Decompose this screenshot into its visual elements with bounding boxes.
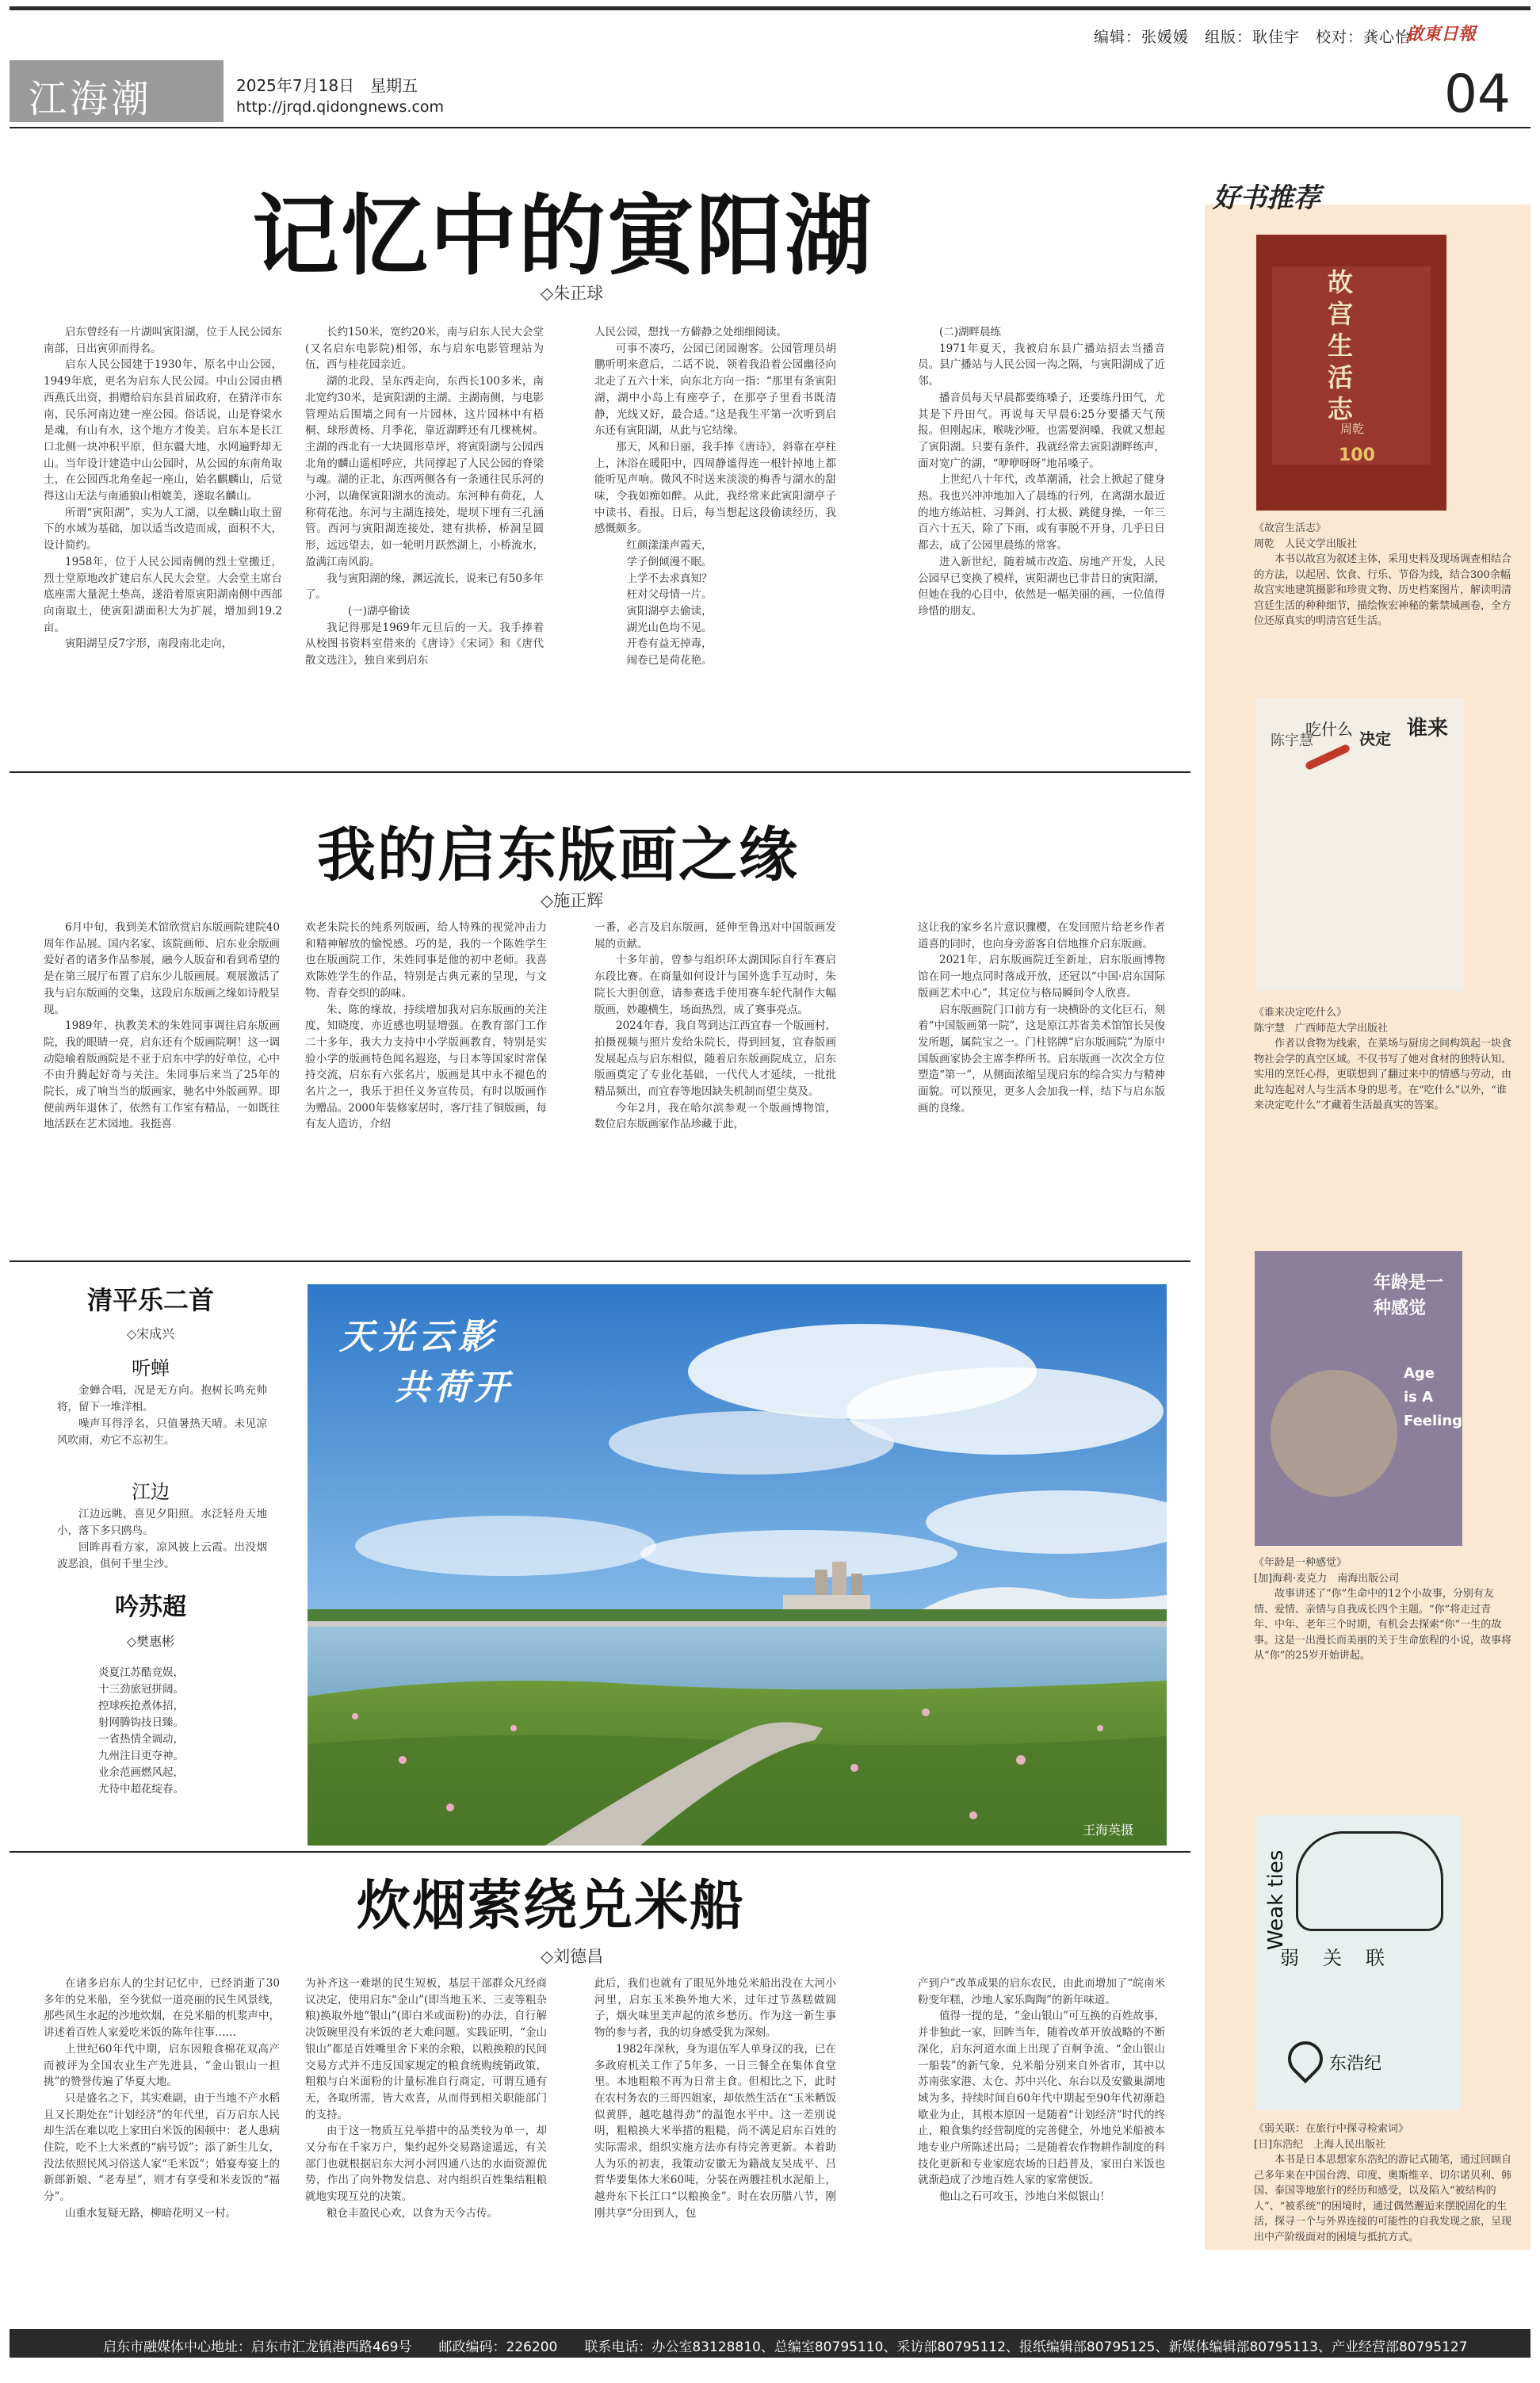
book1-cover-title: 故宫生活志	[1328, 267, 1354, 424]
page-number: 04	[1444, 63, 1511, 124]
book2-caption: 《谁来决定吃什么》 陈宇慧 广西师范大学出版社 作者以食物为线索，在菜场与厨房之间构筑起一块食物社会学的真空区域。不仅书写了她对食材的独特认知、实用的烹饪心得，更联想到了翻过来中的情感与劳动，由此勾连起对人与生活本身的思考。在“吃什么”以外，“谁来决定吃什么”才藏着生活最真实的答案。	[1254, 1007, 1512, 1111]
issue-date: 2025年7月18日 星期五	[236, 76, 418, 95]
poem2-author: ◇樊惠彬	[126, 1634, 175, 1649]
book2-cover-author: 陈宇慧	[1271, 732, 1313, 749]
top-rule	[10, 6, 1530, 10]
book2-cover-title-b: 决定	[1359, 729, 1391, 748]
book4-cover-cn: 弱关联	[1280, 1947, 1408, 1969]
poem1-sub2-text: 江边远眺，喜见夕阳照。水泛轻舟天地小，落下多只鸥鸟。 回眸再看方家，凉风披上云霞。出没烟波恶浪，俱何千里尘沙。	[57, 1508, 267, 1570]
book4-cover-author: 东浩纪	[1329, 2054, 1382, 2074]
book2-cover	[1256, 698, 1464, 991]
article2-col4: 这让我的家乡名片意识骤樱，在发回照片给老乡作者道喜的同时，也向身旁游客自信地推介启东版画。 2021年，启东版画院迁至新址，启东版画博物馆在同一地点同时落成开放，还冠以“中国·启东国际版画艺术中心”，其定位与格局瞬间令人欣喜。 启东版画院门口前方有一块横卧的文化巨石，刻着“中国版画第一院”，这是原江苏省美术馆馆长吴俊发所题，属院宝之一。门柱铭牌“启东版画院”为原中国版画家协会主席李桦所书。启东版画一次次全方位塑造“第一”，从侧面浓缩呈现启东的综合实力与精神面貌。可以预见，更多人会加我一样，结下与启东版画的良缘。	[918, 921, 1165, 1115]
book1-caption: 《故宫生活志》 周乾 人民文学出版社 本书以故宫为叙述主体，采用史料及现场调查相结合的方法，以起居、饮食、行乐、节俗为线，结合300余幅故宫实地建筑摄影和珍贵文物、历史档案图片，解读明清宫廷生活的种种细节，描绘恢宏神秘的紫禁城画卷，全方位还原真实的明清宫廷生活。	[1254, 522, 1512, 627]
poem1-author: ◇宋成兴	[126, 1326, 175, 1341]
poem1-title: 清平乐二首	[86, 1285, 214, 1315]
poem1-sub2: 江边	[132, 1481, 170, 1503]
article2-bottom-rule	[10, 1260, 1190, 1262]
photo-caption-line1: 天光云影	[339, 1317, 498, 1357]
sidebar-heading: 好书推荐	[1213, 182, 1320, 214]
photo-credit: 王海英摄	[1083, 1823, 1134, 1838]
book2-cover-title-a: 谁来	[1407, 717, 1449, 740]
article2-col2: 欢老朱院长的纯系列版画，给人特殊的视觉冲击力和精神解放的愉悦感。巧的是，我的一个陈姓学生也在版画院工作，朱姓同事是他的初中老师。我喜欢陈姓学生的作品，特别是古典元素的呈现，与文物、青春交织的韵味。 朱、陈的缘故，持续增加我对启东版画的关注度，知晓度，亦近感也明显增强。在教育部门工作二十多年，我大力支持中小学版画教育，特别是实验小学的版画特色闻名遐迩，与日本等国家时常保持交流，启东有六张名片，版画是其中永不褪色的名片之一，我乐于担任义务宣传员，有时以版画作为赠品。2000年装修家居时，客厅挂了铜版画，每有友人造访，介绍	[305, 921, 547, 1131]
site-url: http://jrqd.qidongnews.com	[236, 98, 445, 116]
masthead-logo: 啟東日報	[1406, 24, 1477, 44]
book2-cover-title-c: 吃什么	[1305, 720, 1353, 739]
header-rule	[10, 127, 1530, 128]
article1-bottom-rule	[10, 771, 1190, 773]
poem1-sub1-text: 金蝉合唱，况是无方向。抱树长鸣充帅将，留下一堆洋相。 噪声耳得浮名，只值暑热天晴。未见凉风吹雨，劝它不忘初生。	[57, 1384, 267, 1447]
article3-col2: 为补齐这一难堪的民生短板，基层干部群众凡经商议决定，使用启东“金山”(即当地玉米、三麦等粗杂粮)换取外地“银山”(即白米或面粉)的办法，自行解决饭碗里没有米饭的老大难问题。实践证明，“金山银山”都是百姓嘴里舍下来的余粮，以粮换粮的民间交易方式并不违反国家规定的粮食统购统销政策，粗粮与白米面粉的计量标准自行商定，可谓互通有无，各取所需，皆大欢喜，从而得到相关职能部门的支持。 由于这一物质互兑举措中的品类较为单一，却又分布在千家万户，集约起外交易路途遥远，有关部门也就根据启东大河小河四通八达的水面资源优势，作出了向外物发信息、对内组织百姓集结粗粮就地实现互兑的决策。 粮仓丰盈民心欢，以食为天今古传。	[305, 1977, 547, 2220]
article1-col3: 人民公园，想找一方僻静之处细细阅读。 可事不凑巧，公园已闭园谢客。公园管理员胡鹏听明来意后，二话不说，领着我沿着公园幽径向北走了五六十米，向东北方向一指：“那里有条寅阳湖，湖中小岛上有座亭子，在那亭子里看书既清静，光线又好，最合适。”这是我生平第一次听到启东还有寅阳湖，从此与它结缘。 那天，风和日丽，我手捧《唐诗》，斜靠在亭柱上，沐浴在暖阳中，四周静谧得连一根针掉地上都能听见声响。微风不时送来淡淡的梅香与湖水的甜味，令我如痴如醉。从此，我经常来此寅阳湖亭子中读书、看报。日后，每当想起这段偷读经历，我感慨颇多。 红颜漾漾声霞天， 学子倒倾漫不眠。 上学不去求真知？ 枉对父母情一片。 寅阳湖亭去偷读， 湖光山色均不见。 开卷有益无掉毒， 闹卷已是荷花艳。	[594, 326, 836, 667]
article3-col3: 此后，我们也就有了眼见外地兑米船出没在大河小河里，启东玉米换外地大米，过年过节蒸糕做圆子，烟火味里美声起的浓乡愁历。作为这一新生事物的参与者，我的切身感受犹为深刻。 1982年深秋，身为退伍军人单身汉的我，已在多政府机关工作了5年多，一日三餐全在集体食堂里。本地粗粮不再为日常主食。但相比之下，此时在农村务农的三哥四姐家，却依然生活在“玉米粞饭似黄胖，越吃越得劲”的温饱水平中。这一差别说明，粗粮换大米举措的粗糙，尚不满足启东百姓的实际需求，组织实施方法亦有待完善更新。本着助人为乐的初衷，我策动安徽无为籍战友吴成平、吕哲华要集体大米60吨，分装在两艘挂机水泥船上，越舟东下长江口“以粮换金”。时在农历腊八节，刚刚共享“分田到人，包	[594, 1977, 836, 2220]
book3-caption: 《年龄是一种感觉》 [加]海莉·麦克力 南海出版公司 故事讲述了“你”生命中的12个小故事，分别有友情、爱情、亲情与自我成长四个主题。“你”将走过青年、中年、老年三个时期，有机会去探索“你”一生的故事。这是一出漫长而美丽的关于生命旅程的小说，故事将从“你”的25岁开始讲起。	[1254, 1557, 1512, 1662]
poem1-sub1: 听蝉	[132, 1357, 170, 1379]
section-title: 江海潮	[29, 77, 153, 121]
book4-cover	[1256, 1815, 1461, 2110]
article1-author: ◇朱正球	[541, 284, 604, 303]
lotus-lake-photo	[308, 1284, 1167, 1846]
article1-col1: 启东曾经有一片湖叫寅阳湖，位于人民公园东南部，日出寅卯而得名。 启东人民公园建于1930年，原名中山公园，1949年底，更名为启东人民公园。中山公园由栖西燕氏出资，捐赠给启东县首届政府，在猜洋市东南，民乐河南边建一座公园。俗话说，山是脊梁水是魂，有山有水，这个地方才俊美。启东本是长江口北侧一块冲积平原，但东疆大地，水网遍野却无山。当年设计建造中山公园时，从公园的东南角取土，在公园西北角垒起一座山，始名麒麟山，后觉得这山无法与南通狼山相媲美，遂取名麟山。 所谓“寅阳湖”，实为人工湖，以垒麟山取土留下的水域为基础，加以适当改造而成，面积不大，设计简约。 1958年，位于人民公园南侧的烈士堂搬迁，烈士堂原地改扩建启东人民大会堂。大会堂主席台底座需大量泥土垫高，遂沿着原寅阳湖南侧中西部向南取土，使寅阳湖面积大为扩展，增加到19.2亩。 寅阳湖呈反7字形，南段南北走向，	[44, 326, 282, 651]
book3-cover-title: 年龄是一种感觉	[1374, 1272, 1444, 1318]
photo-caption-line2: 共荷开	[395, 1367, 514, 1408]
article3-author: ◇刘德昌	[541, 1947, 604, 1966]
article3-top-rule	[10, 1851, 1190, 1853]
article2-author: ◇施正辉	[541, 891, 604, 910]
footer-contact: 启东市融媒体中心地址：启东市汇龙镇港西路469号 邮政编码：226200 联系电话：办公室83128810、总编室80795110、采访部80795112、报纸编辑部80795125、新媒体编辑部80795113、产业经营部80795127	[103, 2339, 1468, 2355]
article2-col1: 6月中旬，我到美术馆欣赏启东版画院建院40周年作品展。国内名家、该院画师、启东业余版画爱好者的诸多作品参展，融今人版奋和看到希望的是在第三展厅布置了启东少儿版画展。观展激活了我与启东版画的交集，这段启东版画之缘如诗般呈现。 1989年，执教美术的朱姓同事调往启东版画院，我的眼睛一亮，启东还有个版画院啊！这一调动隐喻着版画院是不亚于启东中学的好单位，心中不由升腾起好奇与关注。朱同事后来当了25年的院长，成了响当当的版画家，驰名中外版画界。即便前两年退休了，依然有工作室有精品，一如既往地活跃在艺术园地。我挺喜	[44, 921, 280, 1131]
poem2-title: 吟苏超	[115, 1593, 186, 1621]
book1-cover-author: 周乾	[1340, 422, 1365, 436]
book4-cover-en: Weak ties	[1264, 1849, 1288, 1950]
editor-credits: 编辑：张媛媛 组版：耿佳宇 校对：龚心怡	[1094, 29, 1412, 46]
book3-cover	[1255, 1251, 1462, 1546]
hands-illustration-icon	[1296, 1831, 1443, 1931]
article3-title: 炊烟萦绕兑米船	[357, 1875, 746, 1937]
article2-col3: 一番，必言及启东版画，延伸至鲁迅对中国版画发展的贡献。 十多年前，曾参与组织环太湖国际自行车赛启东段比赛。在商量如何设计与国外选手互动时，朱院长大胆创意，请参赛选手使用赛车轮代制作大幅版画，妙趣横生，场面热烈，成了赛事亮点。 2024年春，我自驾到达江西宜春一个版画村，拍摄视频与照片发给朱院长，得到回复，宜春版画发展起点与启东相似，随着启东版画院成立，启东版画奠定了专业化基础，一代代人才延续，一批批精品频出，而宜春等地因缺失机制而望尘莫及。 今年2月，我在哈尔滨参观一个版画博物馆，数位启东版画家作品珍藏于此，	[594, 921, 836, 1131]
article1-col4: (二)湖畔晨练 1971年夏天，我被启东县广播站招去当播音员。县广播站与人民公园一沟之隔，与寅阳湖成了近邻。 播音员每天早晨都要练嗓子，还要练丹田气，尤其是下丹田气。再说每天早晨6:25分要播天气预报。但刚起床，喉咙沙哑，也需要润嗓，我就又想起了寅阳湖。只要有条件，我就经常去寅阳湖畔练声，面对宽广的湖，“咿咿呀呀”地吊嗓子。 上世纪八十年代，改革潮涌，社会上掀起了健身热。我也兴冲冲地加入了晨练的行列，在离湖水最近的地方练站桩、习舞剑、打太极、跳健身操，一年三百六十五天，除了下雨，或有事脱不开身，几乎日日都去，成了公园里晨练的常客。 进入新世纪，随着城市改造、房地产开发，人民公园早已变换了模样，寅阳湖也已非昔日的寅阳湖，但她在我的心目中，依然是一幅美丽的画，一位值得珍惜的朋友。	[918, 326, 1165, 618]
book3-cover-en: Age is A Feeling	[1404, 1365, 1462, 1429]
location-pin-icon	[1281, 2034, 1330, 2083]
article2-title: 我的启东版画之缘	[317, 821, 799, 889]
poem2-lines: 炎夏江苏酷竞娱， 十三劲旅冠拼阔。 控球疾抢煮体招， 射网腾钩技日臻。 一省热情全调动， 九州注目更夺神。 业余范画燃风起， 尤待中超花绽春。	[98, 1666, 184, 1796]
book1-cover	[1256, 235, 1446, 511]
article1-col2: 长约150米，宽约20米，南与启东人民大会堂(又名启东电影院)相邻，东与启东电影管理站为伍，西与桂花园亲近。 湖的北段，呈东西走向，东西长100多米，南北宽约30米，是寅阳湖的主湖。主湖南侧，与电影管理站后围墙之间有一片园林，这片园林中有梧桐、球形黄杨、月季花，靠近湖畔还有几棵桃树。主湖的西北有一大块圆形草坪，将寅阳湖与公园西北角的麟山遥相呼应，共同撑起了人民公园的脊梁与魂。湖的正北，东西两侧各有一条通往民乐河的小河，以确保寅阳湖水的流动。东河种有荷花，人称荷花池。东河与主湖连接处，堤坝下埋有三孔涵管。西河与寅阳湖连接处，建有拱桥，桥洞呈圆形，远远望去，如一轮明月跃然湖上，小桥流水，盈满江南风韵。 我与寅阳湖的缘，渊远流长，说来已有50多年了。 (一)湖亭偷读 我记得那是1969年元旦后的一天。我手捧着从校图书资料室借来的《唐诗》《宋词》和《唐代散文选注》，独自来到启东	[305, 326, 544, 667]
article3-col4: 产到户”改革成果的启东农民，由此而增加了“皖南米粉变年糕，沙地人家乐陶陶”的新年味道。 值得一提的是，“金山银山”可互换的百姓故事，并非独此一家，回眸当年，随着改革开放战略的不断深化，启东河道水面上出现了百舸争流、“金山银山一船装”的新气象，兑米船分别来自外省市，其中以苏南张家港、太仓、苏中兴化、东台以及安徽巢湖地域为多，持续时间自60年代中期起至90年代初渐趋歇业为止，其根本原因一是随着“计划经济”时代的终止，粮食集约经营制度的完善健全，外地兑米船被本地专业户所陈述出局；二是随着农作物耕作制度的科技化更新和专业家庭农场的日趋普及，家田白米饭也就渐趋成了沙地百姓人家的家常便饭。 他山之石可攻玉，沙地白米似银山！	[918, 1977, 1165, 2204]
book3-cover-illustration	[1271, 1370, 1397, 1497]
book4-caption: 《弱关联：在旅行中探寻检索词》 [日]东浩纪 上海人民出版社 本书是日本思想家东浩纪的游记式随笔，通过回顾自己多年来在中国台湾、印度、奥斯维辛、切尔诺贝利、韩国、泰国等地旅行的经历和感受，以及陷入“被结构的人”、“被系统”的困境时，通过偶然邂逅来摆脱固化的生活，探寻一个与外界连接的可能性的自我发现之旅，呈现出中产阶级面对的困境与抵抗方式。	[1254, 2123, 1512, 2243]
article1-title: 记忆中的寅阳湖	[252, 186, 873, 287]
book1-cover-badge: 100	[1339, 446, 1375, 465]
article3-col1: 在诸多启东人的尘封记忆中，已经消逝了30多年的兑米船，至今犹似一道亮丽的民生风景线，那些风生水起的沙地炊烟，在兑米船的机浆声中，讲述着百姓人家爱吃米饭的陈年往事…… 上世纪60年代中期，启东因粮食棉花双高产而被评为全国农业生产先进县，“金山银山一担挑”的赞誉传遍了华夏大地。 只是盛名之下，其实难副，由于当地不产水稻且又长期处在“计划经济”的年代里，百万启东人民却生活在难以吃上家田白米饭的困顿中：老人患病住院，吃不上大米煮的“病号饭”；添了新生儿女，没法依照民风习俗送人家“毛米饭”；婚宴寿宴上的新郎新娘、“老寿星”，则才有享受和米麦饭的“福分”。 山重水复疑无路，柳暗花明又一村。	[44, 1977, 280, 2220]
